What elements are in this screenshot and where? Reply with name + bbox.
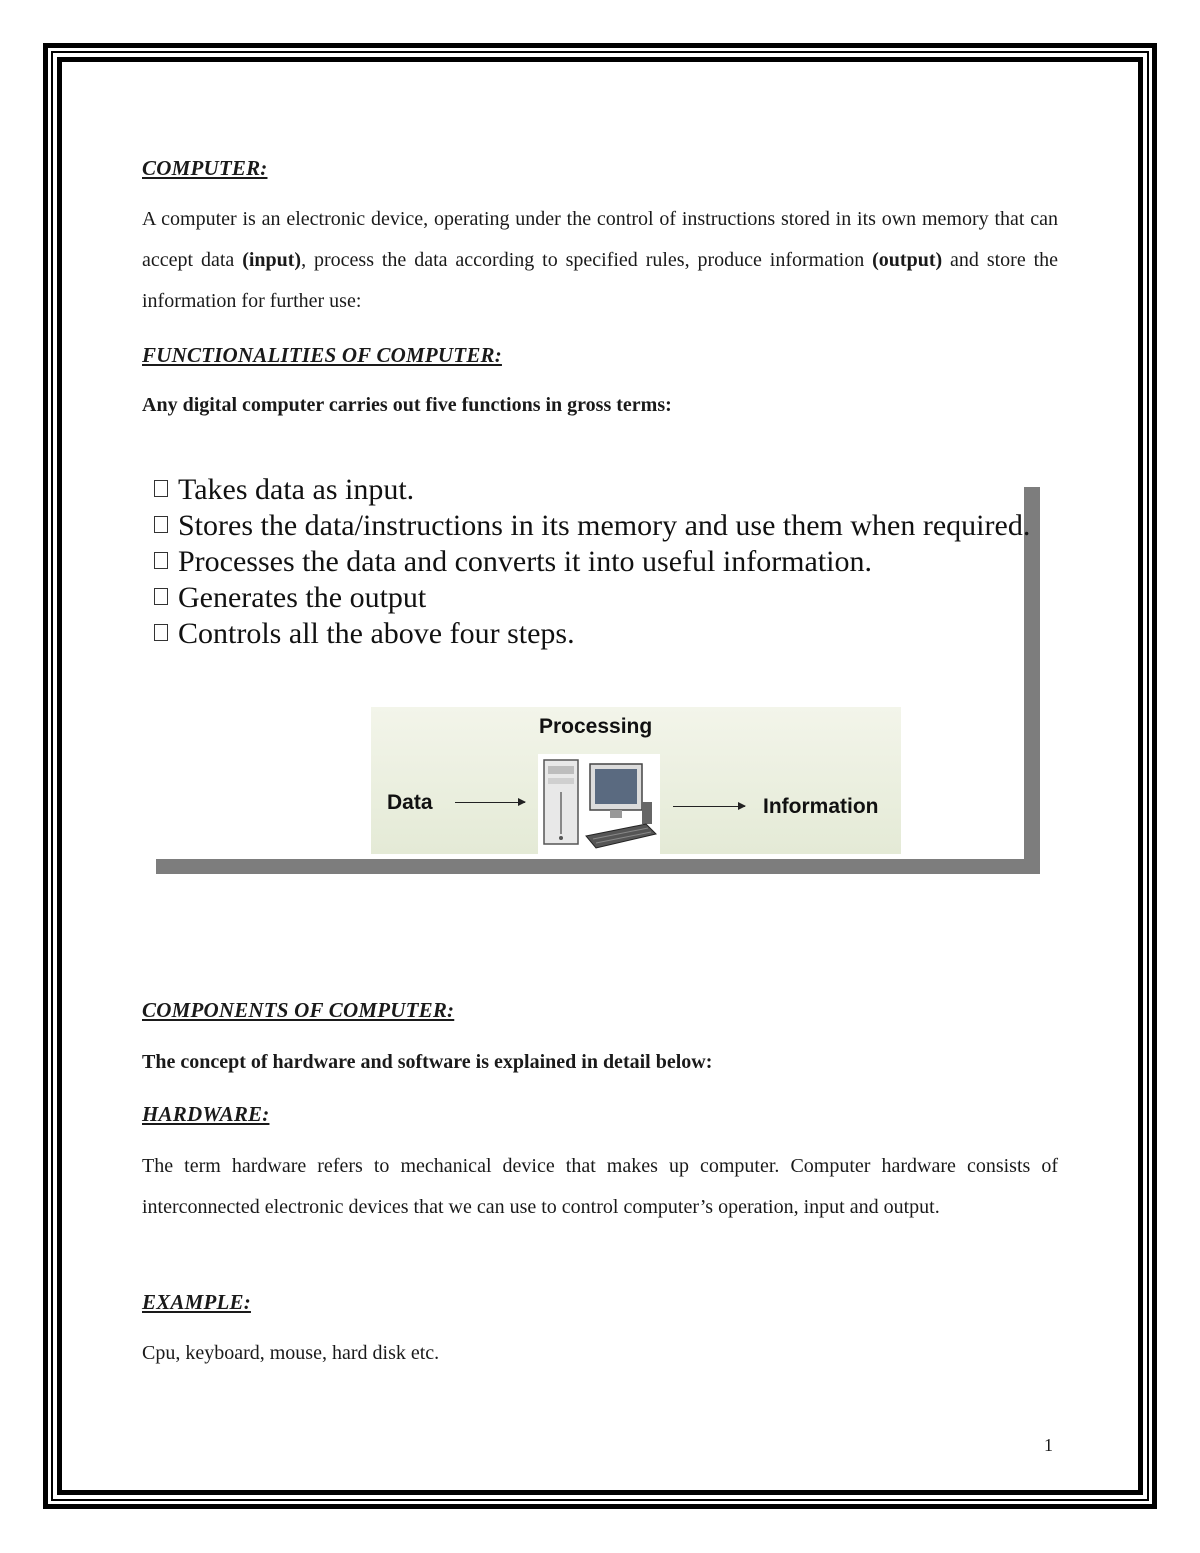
computer-definition-paragraph: [142, 199, 1058, 322]
information-label: Information: [763, 795, 879, 818]
checkbox-icon: [154, 552, 168, 569]
data-label: Data: [387, 791, 433, 814]
heading-components: COMPONENTS OF COMPUTER:: [142, 998, 455, 1022]
functions-list: [154, 472, 1030, 652]
heading-functionalities: FUNCTIONALITIES OF COMPUTER:: [142, 343, 502, 367]
heading-hardware: HARDWARE:: [142, 1102, 270, 1126]
list-item: [154, 472, 1030, 508]
checkbox-icon: [154, 624, 168, 641]
list-item-label: Controls all the above four steps.: [178, 617, 575, 650]
computer-icon: [538, 754, 660, 854]
definition-input-term: (input): [242, 249, 302, 271]
definition-part-1: A computer is an electronic device, operating under the control of instructions stored in its own memory that can accept data: [142, 208, 1058, 271]
arrow-right-icon: [673, 806, 745, 807]
page-number: 1: [1044, 1435, 1053, 1455]
hardware-paragraph: The term hardware refers to mechanical device that makes up computer. Computer hardware consists of interconnected electronic devices that we can use to control computer’s operation, input and output.: [142, 1155, 1058, 1218]
definition-part-2: , process the data according to specified rules, produce information: [301, 249, 873, 271]
list-item: [154, 544, 1030, 580]
checkbox-icon: [154, 516, 168, 533]
arrow-right-icon: [455, 802, 525, 803]
functionalities-intro: Any digital computer carries out five functions in gross terms:: [142, 394, 672, 416]
data-processing-diagram: [371, 707, 901, 854]
checkbox-icon: [154, 588, 168, 605]
list-item-label: Processes the data and converts it into useful information.: [178, 545, 872, 578]
list-item-label: Generates the output: [178, 581, 427, 614]
processing-label: Processing: [539, 715, 653, 738]
list-item-label: Stores the data/instructions in its memory and use them when required.: [178, 509, 1031, 542]
functions-figure: [148, 470, 1031, 859]
checkbox-icon: [154, 480, 168, 497]
list-item-label: Takes data as input.: [178, 473, 415, 506]
definition-output-term: (output): [872, 249, 943, 271]
example-text: Cpu, keyboard, mouse, hard disk etc.: [142, 1342, 440, 1364]
list-item: [154, 508, 1030, 544]
list-item: [154, 580, 1030, 616]
list-item: [154, 616, 1030, 652]
heading-example: EXAMPLE:: [142, 1290, 251, 1314]
definition-part-3: and store the information for further use:: [142, 249, 1059, 312]
heading-computer: COMPUTER:: [142, 156, 268, 180]
components-intro: The concept of hardware and software is explained in detail below:: [142, 1051, 713, 1073]
